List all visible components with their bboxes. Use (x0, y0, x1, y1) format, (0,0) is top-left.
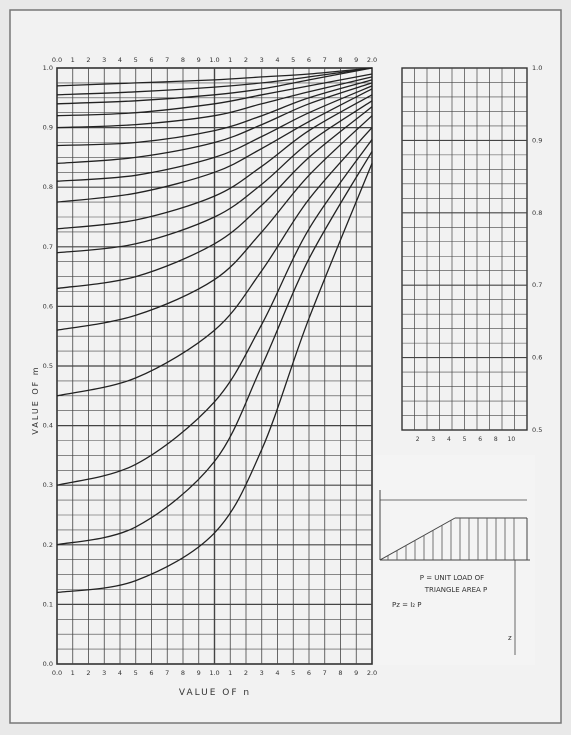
x-tick-label-bottom: 2 (243, 669, 249, 677)
inset-x-tick-label: 2 (415, 436, 420, 443)
y-tick-label: 0.1 (42, 600, 53, 609)
x-tick-label-top: 2 (86, 56, 91, 64)
x-tick-label-bottom: 4 (117, 669, 123, 677)
inset-x-tick-label: 5 (462, 436, 467, 443)
y-tick-label: 0.4 (42, 421, 53, 430)
inset-x-tick-label: 8 (493, 436, 498, 443)
inset-note-line2: TRIANGLE AREA P (424, 586, 488, 594)
x-tick-label-top: 3 (259, 56, 264, 64)
inset-y-tick-label: 0.6 (532, 353, 543, 362)
x-tick-label-bottom: 9 (354, 669, 359, 677)
y-tick-label: 0.3 (42, 481, 53, 490)
x-tick-label-top: 9 (354, 56, 359, 64)
x-tick-label-top: 9 (196, 56, 201, 64)
inset-y-tick-label: 0.8 (532, 208, 543, 217)
x-tick-label-bottom: 6 (306, 669, 312, 677)
x-tick-label-bottom: 3 (259, 669, 264, 677)
inset-formula: Pz = I₂ P (392, 601, 422, 609)
x-tick-label-bottom: 7 (165, 669, 170, 677)
y-tick-label: 0.6 (42, 302, 53, 311)
inset-x-tick-label: 6 (478, 436, 483, 443)
y-tick-label: 0.7 (42, 242, 53, 251)
x-tick-label-top: 5 (133, 56, 138, 64)
y-tick-label: 1.0 (42, 64, 53, 72)
depth-marker: z (508, 634, 512, 642)
x-tick-label-bottom: 5 (133, 669, 138, 677)
inset-note-line1: P = UNIT LOAD OF (419, 574, 485, 582)
x-tick-label-top: 1.0 (209, 56, 220, 64)
y-axis-title: VALUE OF m (31, 365, 40, 435)
inset-x-tick-label: 4 (446, 436, 451, 443)
x-tick-label-top: 2 (243, 56, 249, 64)
x-tick-label-bottom: 2 (86, 669, 91, 677)
x-tick-label-top: 1 (228, 56, 233, 64)
x-tick-label-top: 8 (338, 56, 343, 64)
inset-y-tick-label: 1.0 (532, 64, 543, 72)
y-tick-label: 0.9 (42, 123, 53, 132)
x-tick-label-bottom: 1 (70, 669, 75, 677)
x-tick-label-top: 7 (165, 56, 170, 64)
x-tick-label-bottom: 6 (149, 669, 154, 677)
x-tick-label-top: 4 (275, 56, 280, 64)
inset-x-tick-label: 3 (431, 436, 436, 443)
inset-y-tick-label: 0.9 (532, 136, 543, 145)
x-tick-label-bottom: 8 (338, 669, 343, 677)
y-tick-label: 0.8 (42, 183, 53, 192)
x-tick-label-top: 3 (102, 56, 107, 64)
x-tick-label-bottom: 5 (291, 669, 296, 677)
x-tick-label-bottom: 1 (228, 669, 233, 677)
y-tick-label: 0.0 (42, 660, 53, 668)
x-tick-label-bottom: 3 (102, 669, 107, 677)
x-tick-label-bottom: 0.0 (51, 669, 63, 677)
x-tick-label-bottom: 8 (180, 669, 186, 677)
y-tick-label: 0.2 (42, 540, 53, 549)
x-tick-label-top: 4 (117, 56, 123, 64)
x-tick-label-top: 1 (70, 56, 75, 64)
x-tick-label-bottom: 4 (275, 669, 280, 677)
load-diagram (375, 455, 535, 665)
y-tick-label: 0.5 (42, 362, 53, 370)
x-tick-label-top: 5 (291, 56, 296, 64)
x-tick-label-bottom: 2.0 (366, 669, 378, 677)
x-tick-label-bottom: 1.0 (209, 669, 220, 677)
x-tick-label-top: 0.0 (51, 56, 63, 64)
inset-x-tick-label: 10 (507, 436, 516, 443)
x-tick-label-top: 2.0 (366, 56, 378, 64)
x-tick-label-top: 6 (149, 56, 154, 64)
x-axis-title: VALUE OF n (178, 688, 252, 698)
inset-y-tick-label: 0.5 (532, 426, 543, 434)
x-tick-label-bottom: 7 (322, 669, 327, 677)
x-tick-label-top: 6 (306, 56, 312, 64)
x-tick-label-top: 8 (180, 56, 186, 64)
x-tick-label-top: 7 (322, 56, 327, 64)
x-tick-label-bottom: 9 (196, 669, 201, 677)
inset-y-tick-label: 0.7 (532, 281, 543, 290)
